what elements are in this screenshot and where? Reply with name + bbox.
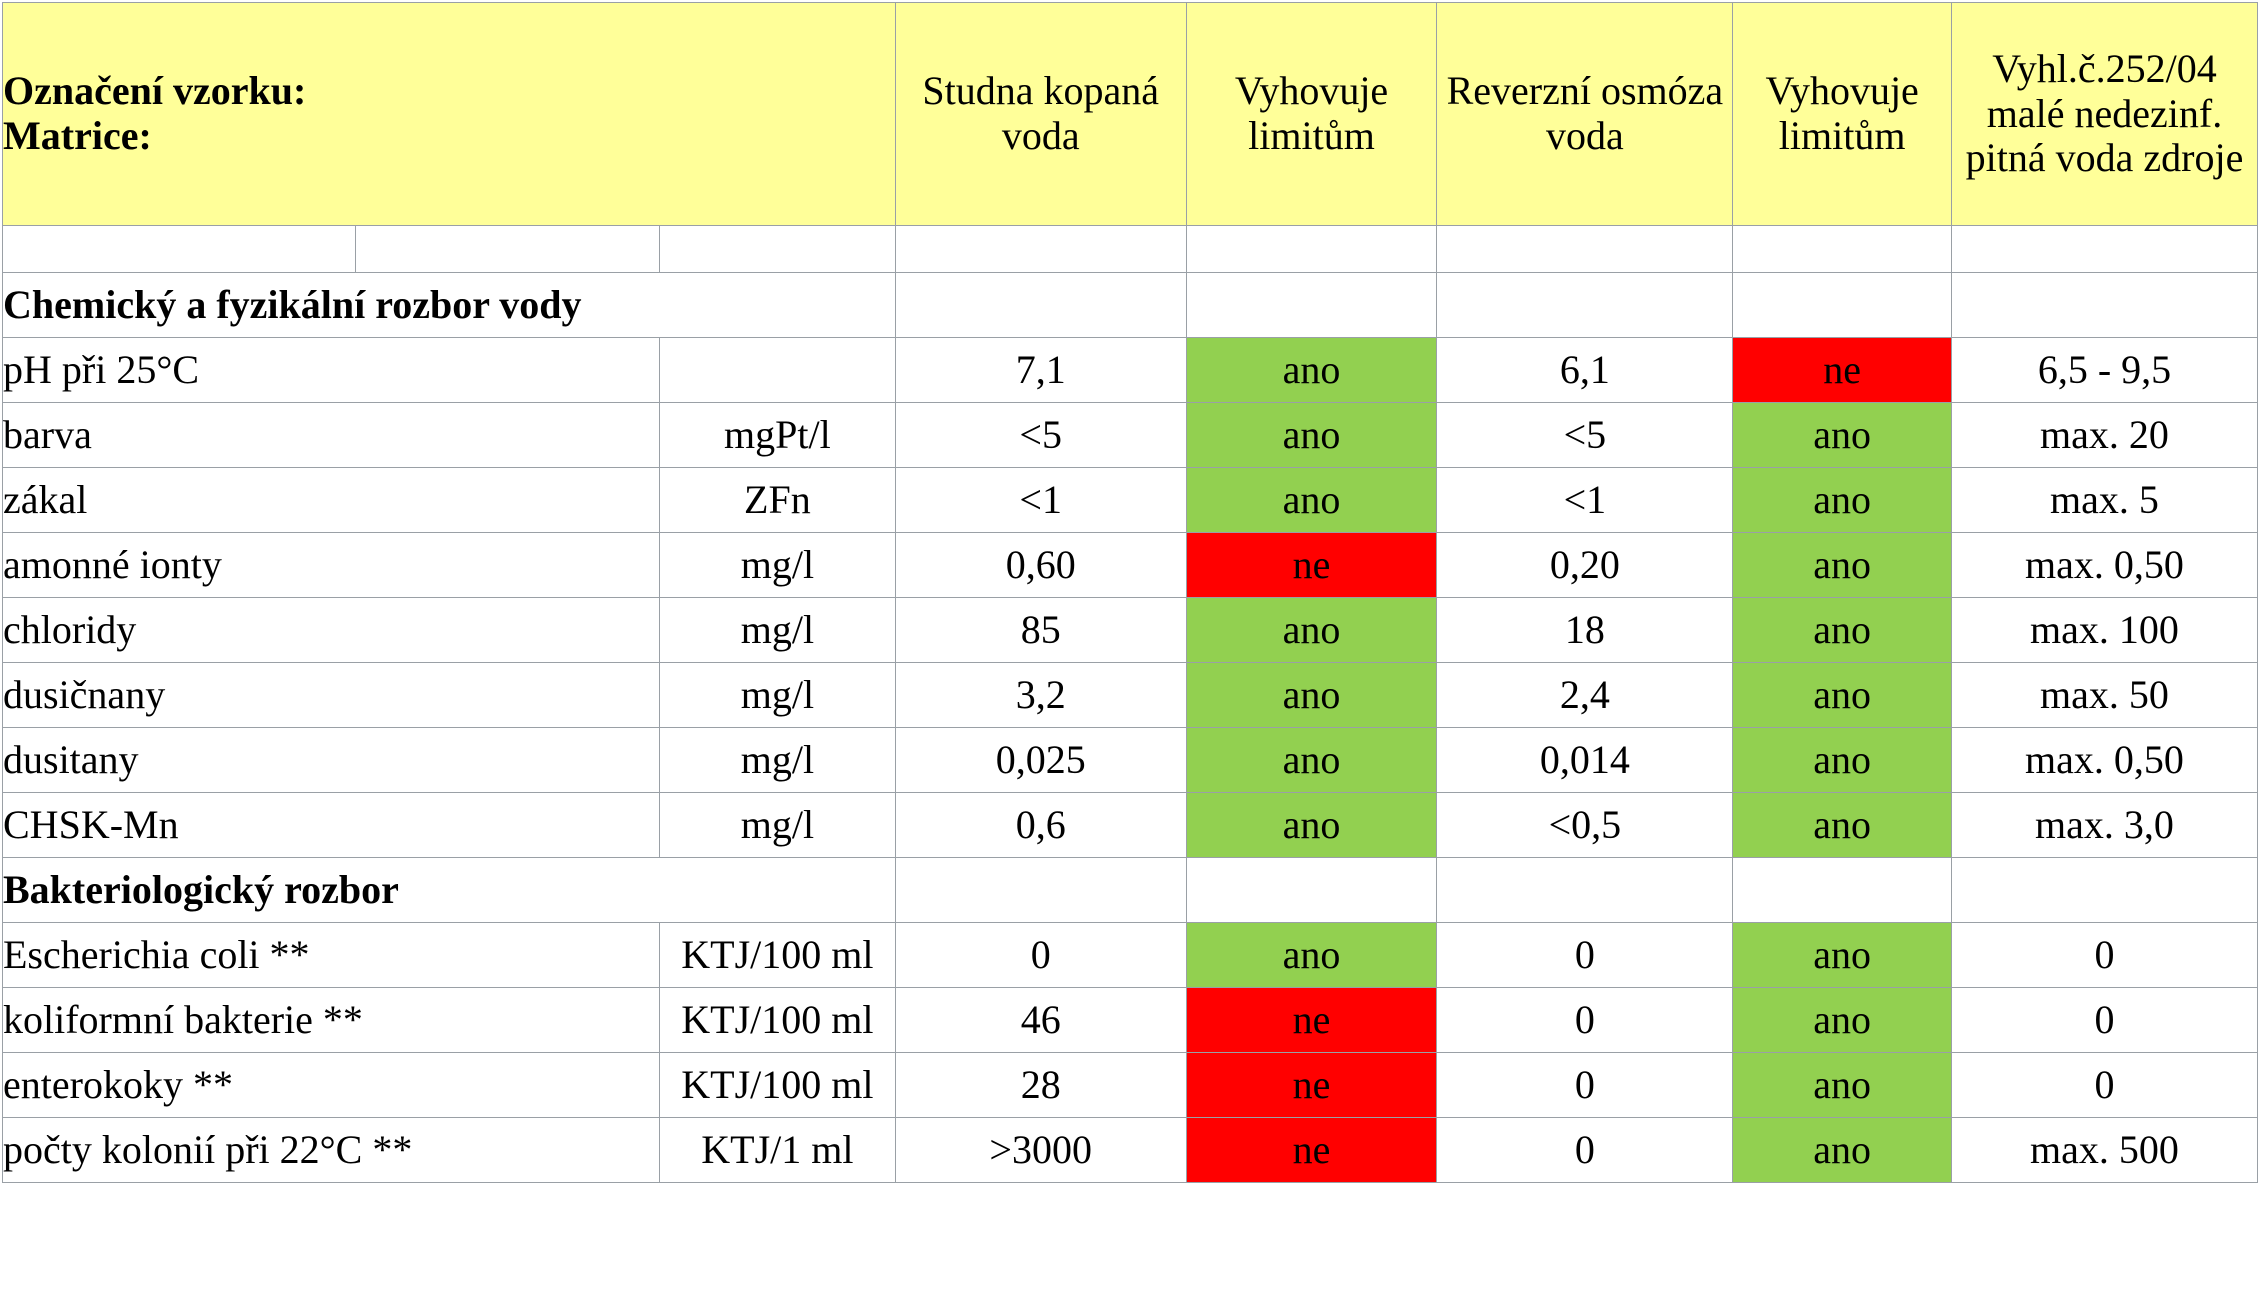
value-sample1: 0: [895, 923, 1186, 988]
table-row: [3, 988, 2258, 1053]
value-sample1: <1: [895, 468, 1186, 533]
empty-cell: [1186, 273, 1437, 338]
value-sample2: 0: [1437, 988, 1733, 1053]
limit-value: 0: [1951, 988, 2257, 1053]
value-sample1: 0,6: [895, 793, 1186, 858]
status-badge-sample1: ne: [1186, 1053, 1437, 1118]
empty-cell: [895, 273, 1186, 338]
table-row: [3, 1053, 2258, 1118]
empty-cell: [1951, 273, 2257, 338]
header-col-sample2: Reverzní osmóza voda: [1437, 3, 1733, 226]
empty-cell: [1437, 858, 1733, 923]
header-col-sample1: Studna kopaná voda: [895, 3, 1186, 226]
row-unit: mgPt/l: [660, 403, 896, 468]
header-matrix-label-line2: Matrice:: [3, 113, 152, 158]
table-row: [3, 598, 2258, 663]
status-badge-sample2: ano: [1733, 923, 1952, 988]
table-row: [3, 403, 2258, 468]
row-parameter-name: koliformní bakterie **: [3, 988, 660, 1053]
status-badge-sample2: ano: [1733, 793, 1952, 858]
empty-cell: [1186, 858, 1437, 923]
value-sample1: 46: [895, 988, 1186, 1053]
spacer-row: [3, 226, 2258, 273]
table-row: [3, 923, 2258, 988]
status-badge-sample1: ano: [1186, 598, 1437, 663]
limit-value: max. 0,50: [1951, 533, 2257, 598]
header-col-limit: Vyhl.č.252/04 malé nedezinf. pitná voda zdroje: [1951, 3, 2257, 226]
value-sample2: 0: [1437, 923, 1733, 988]
row-unit: KTJ/100 ml: [660, 988, 896, 1053]
spacer-cell: [1186, 226, 1437, 273]
row-parameter-name: Escherichia coli **: [3, 923, 660, 988]
row-parameter-name: enterokoky **: [3, 1053, 660, 1118]
status-badge-sample1: ne: [1186, 533, 1437, 598]
row-unit: mg/l: [660, 598, 896, 663]
row-parameter-name: amonné ionty: [3, 533, 660, 598]
status-badge-sample2: ano: [1733, 1118, 1952, 1183]
value-sample2: 0,20: [1437, 533, 1733, 598]
limit-value: max. 100: [1951, 598, 2257, 663]
limit-value: max. 50: [1951, 663, 2257, 728]
status-badge-sample2: ano: [1733, 598, 1952, 663]
empty-cell: [1951, 858, 2257, 923]
status-badge-sample2: ano: [1733, 988, 1952, 1053]
spacer-cell: [660, 226, 896, 273]
limit-value: max. 20: [1951, 403, 2257, 468]
empty-cell: [1733, 273, 1952, 338]
value-sample2: 0,014: [1437, 728, 1733, 793]
status-badge-sample2: ne: [1733, 338, 1952, 403]
status-badge-sample1: ne: [1186, 1118, 1437, 1183]
limit-value: max. 0,50: [1951, 728, 2257, 793]
status-badge-sample2: ano: [1733, 533, 1952, 598]
table-body: [3, 3, 2258, 338]
header-col-ok1: Vyhovuje limitům: [1186, 3, 1437, 226]
header-sample-label-line1: Označení vzorku:: [3, 68, 307, 114]
row-parameter-name: barva: [3, 403, 660, 468]
status-badge-sample2: ano: [1733, 1053, 1952, 1118]
limit-value: 0: [1951, 1053, 2257, 1118]
row-unit: KTJ/100 ml: [660, 923, 896, 988]
status-badge-sample1: ano: [1186, 923, 1437, 988]
status-badge-sample2: ano: [1733, 728, 1952, 793]
status-badge-sample1: ne: [1186, 988, 1437, 1053]
water-analysis-table: [2, 2, 2258, 1183]
header-col-ok2: Vyhovuje limitům: [1733, 3, 1952, 226]
spacer-cell: [356, 226, 660, 273]
value-sample2: 2,4: [1437, 663, 1733, 728]
status-badge-sample2: ano: [1733, 468, 1952, 533]
section-title-chemical: Chemický a fyzikální rozbor vody: [3, 273, 896, 338]
value-sample2: 0: [1437, 1053, 1733, 1118]
status-badge-sample1: ano: [1186, 403, 1437, 468]
value-sample1: <5: [895, 403, 1186, 468]
table-row: [3, 338, 2258, 403]
value-sample1: 3,2: [895, 663, 1186, 728]
status-badge-sample2: ano: [1733, 663, 1952, 728]
table-row: [3, 468, 2258, 533]
spacer-cell: [1733, 226, 1952, 273]
status-badge-sample1: ano: [1186, 468, 1437, 533]
value-sample1: 0,60: [895, 533, 1186, 598]
value-sample2: 18: [1437, 598, 1733, 663]
section-row-bacteriological: [3, 858, 2258, 923]
row-parameter-name: zákal: [3, 468, 660, 533]
table-row: [3, 728, 2258, 793]
header-row: [3, 3, 2258, 226]
table-row: [3, 1118, 2258, 1183]
empty-cell: [1437, 273, 1733, 338]
limit-value: max. 3,0: [1951, 793, 2257, 858]
value-sample2: <0,5: [1437, 793, 1733, 858]
status-badge-sample1: ano: [1186, 793, 1437, 858]
empty-cell: [1733, 858, 1952, 923]
section-row-chemical: [3, 273, 2258, 338]
row-unit: mg/l: [660, 793, 896, 858]
row-unit: mg/l: [660, 728, 896, 793]
spacer-cell: [895, 226, 1186, 273]
row-parameter-name: pH při 25°C: [3, 338, 660, 403]
row-unit: [660, 338, 896, 403]
empty-cell: [895, 858, 1186, 923]
limit-value: max. 500: [1951, 1118, 2257, 1183]
spacer-cell: [3, 226, 356, 273]
row-unit: ZFn: [660, 468, 896, 533]
limit-value: 6,5 - 9,5: [1951, 338, 2257, 403]
limit-value: 0: [1951, 923, 2257, 988]
status-badge-sample1: ano: [1186, 338, 1437, 403]
spacer-cell: [1437, 226, 1733, 273]
spacer-cell: [1951, 226, 2257, 273]
value-sample1: 28: [895, 1053, 1186, 1118]
limit-value: max. 5: [1951, 468, 2257, 533]
table-row: [3, 793, 2258, 858]
value-sample1: 0,025: [895, 728, 1186, 793]
header-sample-label: [3, 3, 896, 226]
value-sample1: 85: [895, 598, 1186, 663]
value-sample2: 6,1: [1437, 338, 1733, 403]
row-unit: KTJ/1 ml: [660, 1118, 896, 1183]
value-sample2: 0: [1437, 1118, 1733, 1183]
spreadsheet-sheet: [0, 2, 2260, 1296]
status-badge-sample2: ano: [1733, 403, 1952, 468]
row-parameter-name: počty kolonií při 22°C **: [3, 1118, 660, 1183]
status-badge-sample1: ano: [1186, 663, 1437, 728]
section-title-bacteriological: Bakteriologický rozbor: [3, 858, 896, 923]
value-sample1: >3000: [895, 1118, 1186, 1183]
value-sample2: <1: [1437, 468, 1733, 533]
row-parameter-name: CHSK-Mn: [3, 793, 660, 858]
row-parameter-name: dusitany: [3, 728, 660, 793]
row-parameter-name: chloridy: [3, 598, 660, 663]
row-unit: mg/l: [660, 533, 896, 598]
status-badge-sample1: ano: [1186, 728, 1437, 793]
row-unit: KTJ/100 ml: [660, 1053, 896, 1118]
row-unit: mg/l: [660, 663, 896, 728]
table-row: [3, 533, 2258, 598]
row-parameter-name: dusičnany: [3, 663, 660, 728]
table-row: [3, 663, 2258, 728]
value-sample2: <5: [1437, 403, 1733, 468]
value-sample1: 7,1: [895, 338, 1186, 403]
